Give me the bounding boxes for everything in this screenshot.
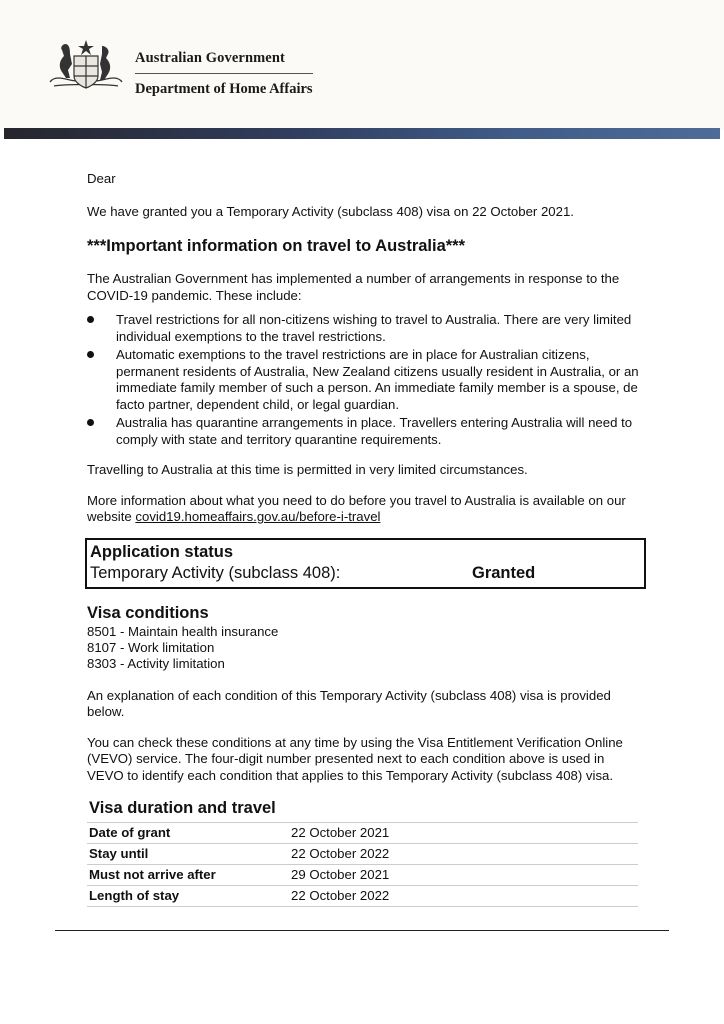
letter-body <box>87 171 642 907</box>
status-row <box>90 562 644 584</box>
list-item-text: Australia has quarantine arrangements in place. Travellers entering Australia will need to comply with state and territory quarantine requirements. <box>116 415 633 447</box>
more-info-paragraph <box>87 493 642 526</box>
status-badge: Granted <box>472 563 536 582</box>
status-visa-type: Temporary Activity (subclass 408): <box>90 563 341 582</box>
coat-of-arms-icon <box>44 36 128 100</box>
greeting: Dear <box>87 171 116 186</box>
condition-item: 8501 - Maintain health insurance <box>87 623 279 639</box>
bullet-icon <box>87 351 94 358</box>
row-value: 22 October 2021 <box>289 823 638 844</box>
row-value: 22 October 2022 <box>289 886 638 907</box>
row-value: 29 October 2021 <box>289 865 638 886</box>
header-color-bar <box>4 128 720 139</box>
condition-item: 8107 - Work limitation <box>87 639 215 655</box>
more-info-text: More information about what you need to do before you travel to Australia is available on our website <box>87 492 626 524</box>
conditions-explanation: An explanation of each condition of this Temporary Activity (subclass 408) visa is provided below. <box>87 687 611 719</box>
table-row <box>87 823 638 844</box>
branding-divider <box>135 73 313 74</box>
travel-arrangements-list <box>87 312 642 448</box>
department-name: Department of Home Affairs <box>135 81 313 97</box>
government-branding <box>135 50 313 98</box>
government-name: Australian Government <box>135 50 285 66</box>
table-row <box>87 886 638 907</box>
duration-title: Visa duration and travel <box>89 799 276 817</box>
list-item-text: Travel restrictions for all non-citizens wishing to travel to Australia. There are very limited individual exemptions to the travel restrictions. <box>116 312 632 344</box>
conditions-list <box>87 624 642 672</box>
row-label: Date of grant <box>87 823 289 844</box>
row-label: Must not arrive after <box>87 865 289 886</box>
list-item <box>87 347 642 413</box>
conditions-title: Visa conditions <box>87 603 209 622</box>
grant-statement: We have granted you a Temporary Activity (subclass 408) visa on 22 October 2021. <box>87 203 574 219</box>
important-heading: ***Important information on travel to Australia*** <box>87 237 466 255</box>
list-item <box>87 415 642 448</box>
travel-limited-note: Travelling to Australia at this time is permitted in very limited circumstances. <box>87 462 528 477</box>
row-label: Stay until <box>87 844 289 865</box>
condition-item: 8303 - Activity limitation <box>87 655 225 671</box>
status-title: Application status <box>90 542 234 561</box>
footer-divider <box>55 930 669 931</box>
bullet-icon <box>87 419 94 426</box>
vevo-paragraph: You can check these conditions at any time by using the Visa Entitlement Verification Online (VEVO) service. The four-digit number presented next to each condition above is used in VEVO to identify each condition that applies to this Temporary Activity (subclass 408) visa. <box>87 734 623 783</box>
row-value: 22 October 2022 <box>289 844 638 865</box>
list-item <box>87 312 642 345</box>
duration-table <box>87 822 638 907</box>
travel-info-link[interactable]: covid19.homeaffairs.gov.au/before-i-travel <box>135 509 381 524</box>
row-label: Length of stay <box>87 886 289 907</box>
table-row <box>87 844 638 865</box>
table-row <box>87 865 638 886</box>
intro-paragraph: The Australian Government has implemented a number of arrangements in response to the COVID-19 pandemic. These include: <box>87 271 620 303</box>
list-item-text: Automatic exemptions to the travel restrictions are in place for Australian citizens, permanent residents of Australia, New Zealand citizens usually resident in Australia, or an immediate family member of such a person. An immediate family member is a spouse, de facto partner, dependent child, or legal guardian. <box>116 347 639 412</box>
bullet-icon <box>87 316 94 323</box>
application-status-box <box>85 538 646 589</box>
